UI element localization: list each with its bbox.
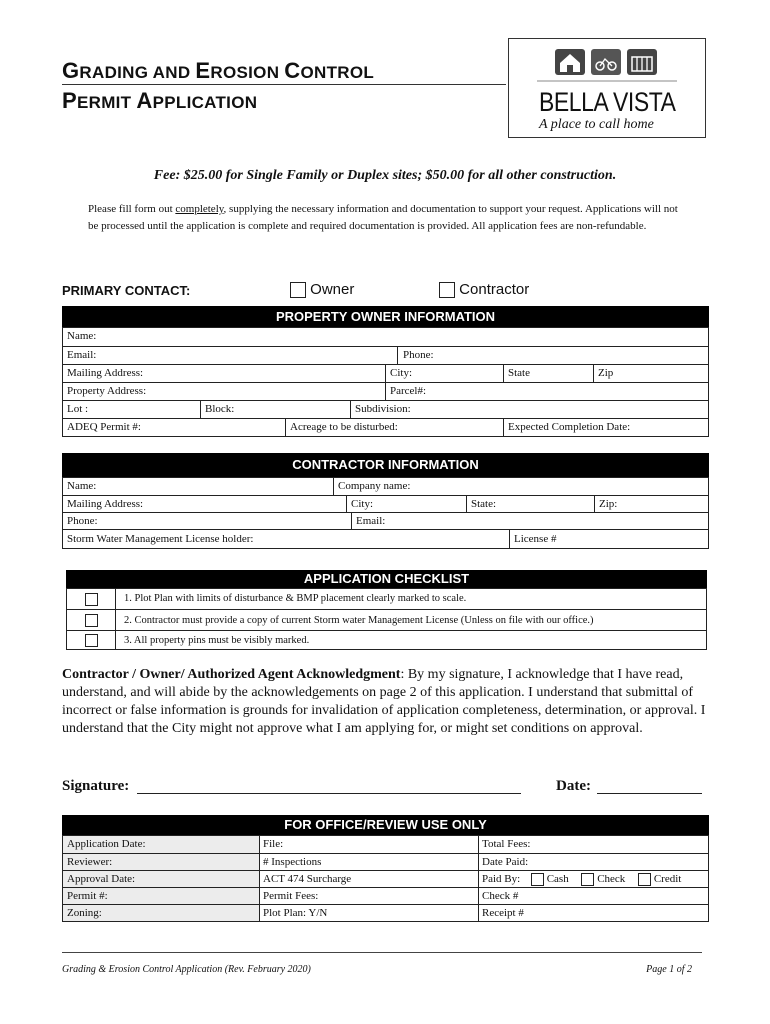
contractor-email-field[interactable]: Email:	[351, 513, 708, 530]
checklist-item: 1. Plot Plan with limits of disturbance & BMP placement clearly marked to scale.	[115, 589, 706, 609]
paid-by-field[interactable]	[478, 871, 708, 888]
contractor-option[interactable]	[439, 281, 529, 298]
owner-email-field[interactable]: Email:	[67, 349, 97, 361]
property-address-field[interactable]: Property Address:	[67, 385, 147, 397]
acreage-field[interactable]: Acreage to be disturbed:	[285, 419, 503, 437]
owner-city-field[interactable]: City:	[385, 365, 503, 383]
reviewer-field[interactable]: Reviewer:	[67, 856, 113, 868]
contractor-phone-field[interactable]: Phone:	[67, 515, 98, 527]
checklist-checkbox[interactable]	[85, 634, 98, 647]
contractor-state-field[interactable]: State:	[466, 496, 594, 513]
fee-text: Fee: $25.00 for Single Family or Duplex sites; $50.00 for all other construction.	[153, 168, 617, 183]
owner-mailing-field[interactable]: Mailing Address:	[67, 367, 144, 379]
act-474-surcharge-field[interactable]: ACT 474 Surcharge	[263, 873, 352, 885]
checklist-checkbox[interactable]	[85, 614, 98, 627]
city-logo	[508, 38, 706, 138]
date-paid-field[interactable]: Date Paid:	[482, 856, 529, 868]
plot-plan-field[interactable]: Plot Plan: Y/N	[263, 907, 328, 919]
owner-state-field[interactable]: State	[503, 365, 593, 383]
checklist-checkbox-cell[interactable]	[67, 589, 115, 609]
owner-zip-field[interactable]: Zip	[593, 365, 708, 383]
primary-contact-label: PRIMARY CONTACT:	[62, 283, 191, 298]
owner-checkbox[interactable]	[290, 282, 306, 298]
receipt-number-field[interactable]: Receipt #	[482, 907, 524, 919]
logo-name: BELLA VISTA	[539, 87, 676, 117]
swm-license-holder-field[interactable]: Storm Water Management License holder:	[67, 533, 254, 545]
office-grid	[62, 835, 709, 922]
cash-label: Cash	[546, 873, 569, 885]
office-section-header: FOR OFFICE/REVIEW USE ONLY	[62, 815, 709, 835]
logo-tagline: A place to call home	[539, 117, 654, 132]
owner-option[interactable]	[290, 281, 354, 298]
owner-section-header: PROPERTY OWNER INFORMATION	[62, 306, 709, 327]
checklist-item: 2. Contractor must provide a copy of current Storm water Management License (Unless on file with our office.)	[115, 610, 706, 631]
check-number-field[interactable]: Check #	[482, 890, 519, 902]
credit-label: Credit	[653, 873, 682, 885]
approval-date-field[interactable]: Approval Date:	[67, 873, 136, 885]
lot-field[interactable]: Lot :	[67, 403, 89, 415]
permit-number-field[interactable]: Permit #:	[67, 890, 108, 902]
owner-phone-field[interactable]: Phone:	[397, 347, 708, 365]
owner-info-grid	[62, 327, 709, 437]
footer-rule	[62, 952, 702, 953]
title-rule	[62, 84, 506, 85]
checklist-checkbox-cell[interactable]	[67, 610, 115, 631]
checklist-grid	[66, 588, 707, 650]
block-field[interactable]: Block:	[200, 401, 350, 419]
intro-text: Please fill form out completely, supplying the necessary information and documentation to support your request. Applications will not be processed until the application is complete and required documentation is provided. All application fees are non-refundable.	[88, 203, 678, 232]
page-number: Page 1 of 2	[646, 964, 692, 975]
license-number-field[interactable]: License #	[509, 530, 708, 549]
page-title: GRADING AND EROSION CONTROL PERMIT APPLICATION	[62, 58, 375, 113]
contractor-zip-field[interactable]: Zip:	[594, 496, 708, 513]
contractor-section-header: CONTRACTOR INFORMATION	[62, 453, 709, 477]
contractor-option-label: Contractor	[459, 281, 530, 298]
check-checkbox[interactable]	[581, 873, 594, 886]
adeq-permit-field[interactable]: ADEQ Permit #:	[67, 421, 141, 433]
owner-name-field[interactable]: Name:	[67, 330, 97, 342]
date-label: Date:	[556, 778, 591, 794]
completion-date-field[interactable]: Expected Completion Date:	[503, 419, 708, 437]
date-line[interactable]	[597, 793, 702, 794]
checklist-header: APPLICATION CHECKLIST	[66, 570, 707, 588]
contractor-name-field[interactable]: Name:	[67, 480, 97, 492]
company-name-field[interactable]: Company name:	[333, 478, 708, 495]
footer-left: Grading & Erosion Control Application (Rev. February 2020)	[62, 964, 311, 975]
paid-by-label: Paid By:	[482, 873, 521, 885]
file-field[interactable]: File:	[263, 838, 284, 850]
contractor-checkbox[interactable]	[439, 282, 455, 298]
subdivision-field[interactable]: Subdivision:	[350, 401, 708, 419]
permit-fees-field[interactable]: Permit Fees:	[263, 890, 319, 902]
total-fees-field[interactable]: Total Fees:	[482, 838, 531, 850]
cash-checkbox[interactable]	[531, 873, 544, 886]
contractor-info-grid	[62, 477, 709, 549]
check-label: Check	[597, 873, 626, 885]
checklist-item: 3. All property pins must be visibly marked.	[115, 631, 706, 650]
signature-label: Signature:	[62, 778, 130, 794]
contractor-mailing-field[interactable]: Mailing Address:	[67, 498, 144, 510]
checklist-checkbox[interactable]	[85, 593, 98, 606]
credit-checkbox[interactable]	[638, 873, 651, 886]
acknowledgment-text: Contractor / Owner/ Authorized Agent Acknowledgment: By my signature, I acknowledge that I have read, understand, and will abide by the acknowledgements on page 2 of this application. I understand that submittal of incorrect or false information is grounds for invalidation of application completeness, determination, or approval. I understand that the City might not approve what I am applying for, or might set conditions on approval.	[62, 667, 706, 736]
checklist-checkbox-cell[interactable]	[67, 631, 115, 650]
contractor-city-field[interactable]: City:	[346, 496, 466, 513]
inspections-field[interactable]: # Inspections	[263, 856, 322, 868]
parcel-field[interactable]: Parcel#:	[385, 383, 708, 401]
signature-line[interactable]	[137, 793, 521, 794]
zoning-field[interactable]: Zoning:	[67, 907, 102, 919]
owner-option-label: Owner	[310, 281, 355, 298]
application-date-field[interactable]: Application Date:	[67, 838, 146, 850]
